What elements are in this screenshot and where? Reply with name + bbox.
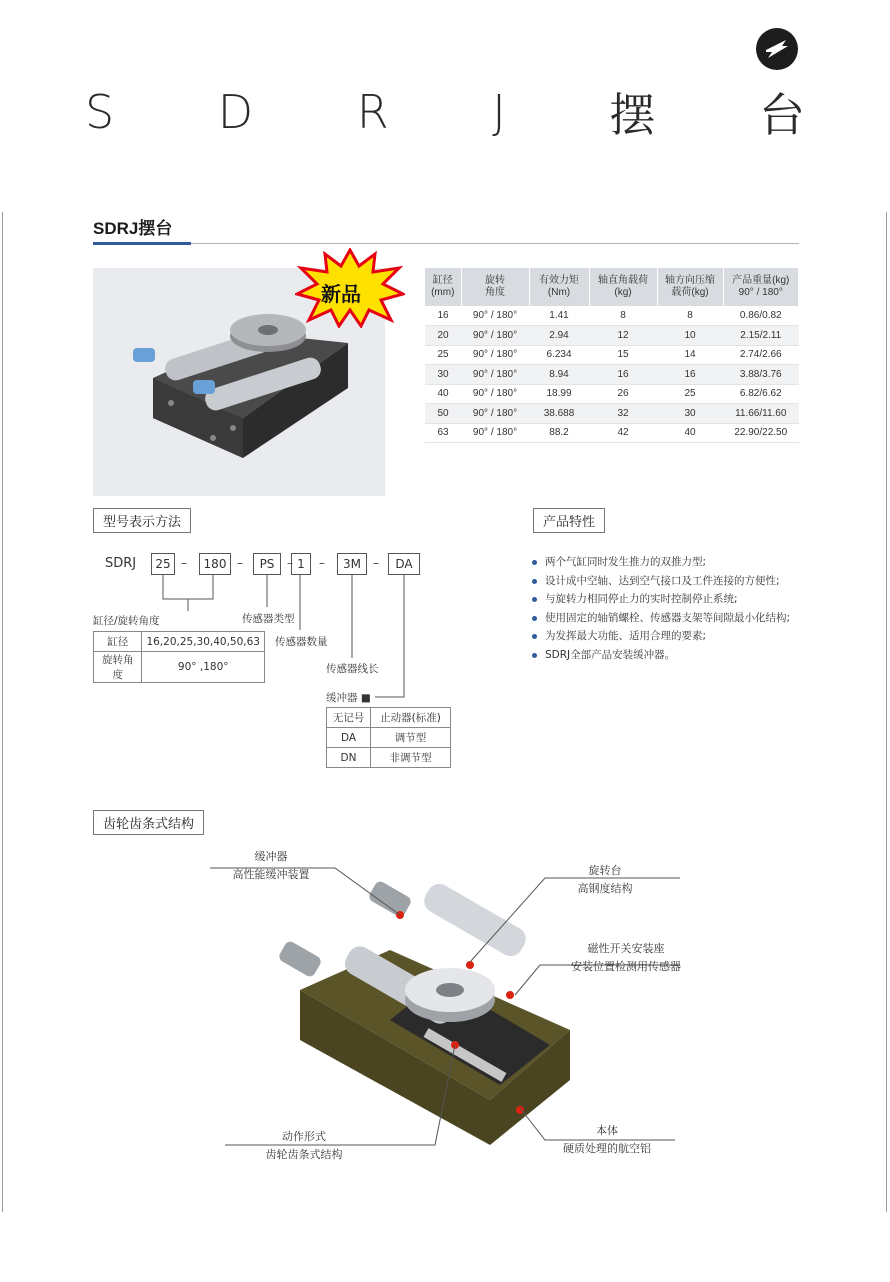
- callout-switch-mount: [568, 940, 684, 976]
- callout-desc: 高钢度结构: [577, 882, 633, 895]
- table-cell: 20: [425, 326, 461, 346]
- table-cell: 90° / 180°: [461, 365, 529, 385]
- table-cell: 16: [589, 365, 657, 385]
- list-item: 为发挥最大功能、适用合理的要素;: [532, 627, 832, 646]
- table-cell: 16: [425, 306, 461, 326]
- label-sensor-count: 传感器数量: [275, 636, 328, 648]
- table-cell: 90° ,180°: [142, 652, 265, 683]
- table-row: [425, 365, 799, 385]
- table-cell: 25: [425, 345, 461, 365]
- callout-title: 旋转台: [588, 864, 622, 877]
- table-row: [327, 728, 451, 748]
- table-cell: 8.94: [529, 365, 589, 385]
- buffer-table: [326, 707, 451, 768]
- table-cell: 2.15/2.11: [723, 326, 799, 346]
- table-cell: 50: [425, 404, 461, 424]
- table-cell: 90° / 180°: [461, 384, 529, 404]
- list-item: 设计成中空轴、达到空气接口及工件连接的方便性;: [532, 572, 832, 591]
- table-row: [327, 708, 451, 728]
- new-badge-label: 新品: [321, 282, 361, 306]
- label-buffer: 缓冲器 ■: [326, 692, 371, 704]
- table-cell: 25: [657, 384, 723, 404]
- brand-logo-icon: [756, 28, 798, 70]
- spec-header: 产品重量(kg) 90° / 180°: [723, 268, 799, 306]
- table-cell: 8: [657, 306, 723, 326]
- table-cell: 14: [657, 345, 723, 365]
- table-cell: 8: [589, 306, 657, 326]
- table-cell: DN: [327, 748, 371, 768]
- table-cell: 16,20,25,30,40,50,63: [142, 632, 265, 652]
- table-cell: 2.74/2.66: [723, 345, 799, 365]
- title-char: D: [217, 85, 254, 139]
- table-cell: 3.88/3.76: [723, 365, 799, 385]
- table-row: [425, 423, 799, 443]
- table-cell: 90° / 180°: [461, 306, 529, 326]
- table-cell: 18.99: [529, 384, 589, 404]
- page-title: [85, 82, 805, 142]
- table-cell: 63: [425, 423, 461, 443]
- title-char: S: [85, 85, 115, 139]
- table-cell: 16: [657, 365, 723, 385]
- bore-angle-table: [93, 631, 265, 683]
- title-char: 台: [758, 88, 805, 142]
- spec-header: 有效力矩 (Nm): [529, 268, 589, 306]
- dash: –: [319, 556, 325, 570]
- table-row: [425, 384, 799, 404]
- callout-rotary-table: [566, 862, 644, 898]
- spec-header: 旋转 角度: [461, 268, 529, 306]
- table-cell: 38.688: [529, 404, 589, 424]
- label-sensor-type: 传感器类型: [242, 613, 295, 625]
- table-cell: 12: [589, 326, 657, 346]
- table-cell: 0.86/0.82: [723, 306, 799, 326]
- dash: –: [237, 556, 243, 570]
- features-list: [532, 553, 832, 665]
- callout-desc: 硬质处理的航空铝: [563, 1142, 651, 1155]
- new-product-badge: [295, 248, 405, 328]
- callout-desc: 齿轮齿条式结构: [265, 1148, 343, 1161]
- table-cell: 旋转角度: [94, 652, 142, 683]
- list-item: 两个气缸同时发生推力的双推力型;: [532, 553, 832, 572]
- table-cell: 11.66/11.60: [723, 404, 799, 424]
- table-cell: 32: [589, 404, 657, 424]
- table-row: [425, 306, 799, 326]
- spec-header: 轴方向压缩 载荷(kg): [657, 268, 723, 306]
- page-edge-left: [2, 212, 3, 1212]
- label-bore-angle: 缸径/旋转角度: [93, 615, 160, 627]
- callout-action: [254, 1128, 354, 1164]
- table-cell: 调节型: [371, 728, 451, 748]
- dash: –: [287, 556, 293, 570]
- list-item: SDRJ全部产品安装缓冲器。: [532, 646, 832, 665]
- table-cell: 26: [589, 384, 657, 404]
- code-cable: 3M: [337, 553, 367, 575]
- model-section-title: 型号表示方法: [93, 508, 191, 533]
- table-cell: DA: [327, 728, 371, 748]
- callout-body: [552, 1122, 662, 1158]
- label-sensor-cable: 传感器线长: [326, 663, 379, 675]
- code-sensor-count: 1: [291, 553, 311, 575]
- table-cell: 1.41: [529, 306, 589, 326]
- table-cell: 90° / 180°: [461, 423, 529, 443]
- model-prefix: SDRJ: [105, 556, 137, 571]
- title-char: 摆: [609, 88, 656, 142]
- callout-title: 缓冲器: [254, 850, 288, 863]
- section-title: SDRJ摆台: [93, 219, 173, 238]
- table-cell: 6.82/6.62: [723, 384, 799, 404]
- code-bore: 25: [151, 553, 175, 575]
- table-cell: 2.94: [529, 326, 589, 346]
- table-cell: 非调节型: [371, 748, 451, 768]
- table-cell: 10: [657, 326, 723, 346]
- callout-desc: 高性能缓冲装置: [232, 868, 310, 881]
- table-cell: 缸径: [94, 632, 142, 652]
- table-cell: 30: [657, 404, 723, 424]
- table-cell: 6.234: [529, 345, 589, 365]
- table-cell: 无记号: [327, 708, 371, 728]
- table-row: [94, 652, 265, 683]
- code-angle: 180: [199, 553, 231, 575]
- spec-header: 缸径 (mm): [425, 268, 461, 306]
- table-row: [425, 326, 799, 346]
- callout-buffer: [226, 848, 316, 884]
- table-row: [94, 632, 265, 652]
- table-cell: 90° / 180°: [461, 404, 529, 424]
- table-row: [425, 404, 799, 424]
- list-item: 使用固定的轴销螺栓、传感器支架等间隙最小化结构;: [532, 609, 832, 628]
- table-cell: 止动器(标准): [371, 708, 451, 728]
- callout-title: 本体: [596, 1124, 618, 1137]
- table-cell: 90° / 180°: [461, 345, 529, 365]
- table-cell: 88.2: [529, 423, 589, 443]
- table-cell: 22.90/22.50: [723, 423, 799, 443]
- features-title: 产品特性: [533, 508, 605, 533]
- list-item: 与旋转力相同停止力的实时控制停止系统;: [532, 590, 832, 609]
- dash: –: [181, 556, 187, 570]
- table-cell: 40: [425, 384, 461, 404]
- code-buffer: DA: [388, 553, 420, 575]
- spec-table: [425, 268, 799, 443]
- table-cell: 15: [589, 345, 657, 365]
- table-cell: 42: [589, 423, 657, 443]
- table-cell: 30: [425, 365, 461, 385]
- callout-desc: 安装位置检测用传感器: [571, 960, 681, 973]
- title-char: J: [492, 85, 506, 139]
- structure-title: 齿轮齿条式结构: [93, 810, 204, 835]
- dash: –: [373, 556, 379, 570]
- spec-header: 轴直角载荷 (kg): [589, 268, 657, 306]
- section-rule-accent: [93, 242, 191, 245]
- table-cell: 40: [657, 423, 723, 443]
- table-row: [327, 748, 451, 768]
- section-rule: [93, 243, 799, 244]
- page-edge-right: [886, 212, 887, 1212]
- table-row: [425, 345, 799, 365]
- callout-title: 动作形式: [282, 1130, 326, 1143]
- callout-title: 磁性开关安装座: [587, 942, 665, 955]
- table-cell: 90° / 180°: [461, 326, 529, 346]
- code-sensor-type: PS: [253, 553, 281, 575]
- title-char: R: [356, 85, 389, 139]
